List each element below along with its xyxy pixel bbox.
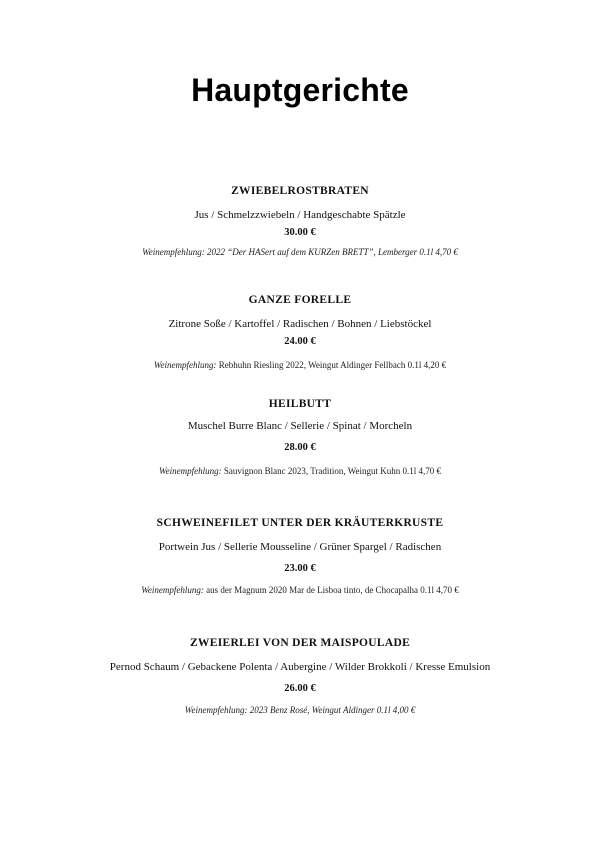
menu-item-zwiebelrostbraten	[0, 184, 600, 258]
wine-text: 2022 “Der HASert auf dem KURZen BRETT”, Lemberger 0.1l 4,70 €	[206, 247, 458, 257]
wine-text: 2023 Benz Rosé, Weingut Aldinger 0.1l 4,00 €	[249, 705, 416, 715]
dish-description: Jus / Schmelzzwiebeln / Handgeschabte Spätzle	[194, 209, 406, 221]
wine-label: Weinempfehlung:	[153, 360, 219, 370]
wine-label: Weinempfehlung:	[142, 247, 207, 257]
dish-name: SCHWEINEFILET UNTER DER KRÄUTERKRUSTE	[156, 517, 444, 529]
dish-price: 23.00 €	[284, 563, 316, 574]
menu-item-ganze-forelle	[0, 293, 600, 371]
wine-recommendation	[0, 584, 600, 596]
menu-item-heilbutt	[0, 397, 600, 477]
dish-name: HEILBUTT	[268, 398, 332, 410]
wine-recommendation	[0, 704, 600, 716]
dish-price: 30.00 €	[284, 227, 316, 238]
menu-item-schweinefilet	[0, 516, 600, 596]
dish-description: Portwein Jus / Sellerie Mousseline / Grüner Spargel / Radischen	[158, 541, 442, 553]
dish-price: 24.00 €	[284, 336, 316, 347]
wine-recommendation	[0, 465, 600, 477]
dish-price: 28.00 €	[284, 442, 316, 453]
wine-label: Weinempfehlung:	[184, 705, 250, 715]
wine-text: Sauvignon Blanc 2023, Tradition, Weingut Kuhn 0.1l 4,70 €	[223, 466, 442, 476]
wine-recommendation	[0, 246, 600, 258]
dish-description: Muschel Burre Blanc / Sellerie / Spinat / Morcheln	[187, 420, 413, 432]
dish-name: ZWIEBELROSTBRATEN	[231, 185, 369, 197]
wine-label: Weinempfehlung:	[158, 466, 224, 476]
dish-name: GANZE FORELLE	[248, 294, 352, 306]
wine-recommendation	[0, 359, 600, 371]
wine-text: aus der Magnum 2020 Mar de Lisboa tinto, de Chocapalha 0.1l 4,70 €	[206, 585, 459, 595]
page-title: Hauptgerichte	[191, 72, 409, 108]
dish-name: ZWEIERLEI VON DER MAISPOULADE	[189, 637, 411, 649]
dish-price: 26.00 €	[284, 683, 316, 694]
wine-label: Weinempfehlung:	[141, 585, 207, 595]
dish-description: Pernod Schaum / Gebackene Polenta / Aubergine / Wilder Brokkoli / Kresse Emulsion	[109, 661, 491, 673]
menu-item-maispoulade	[0, 636, 600, 716]
dish-description: Zitrone Soße / Kartoffel / Radischen / Bohnen / Liebstöckel	[168, 318, 432, 330]
wine-text: Rebhuhn Riesling 2022, Weingut Aldinger Fellbach 0.1l 4,20 €	[218, 360, 447, 370]
